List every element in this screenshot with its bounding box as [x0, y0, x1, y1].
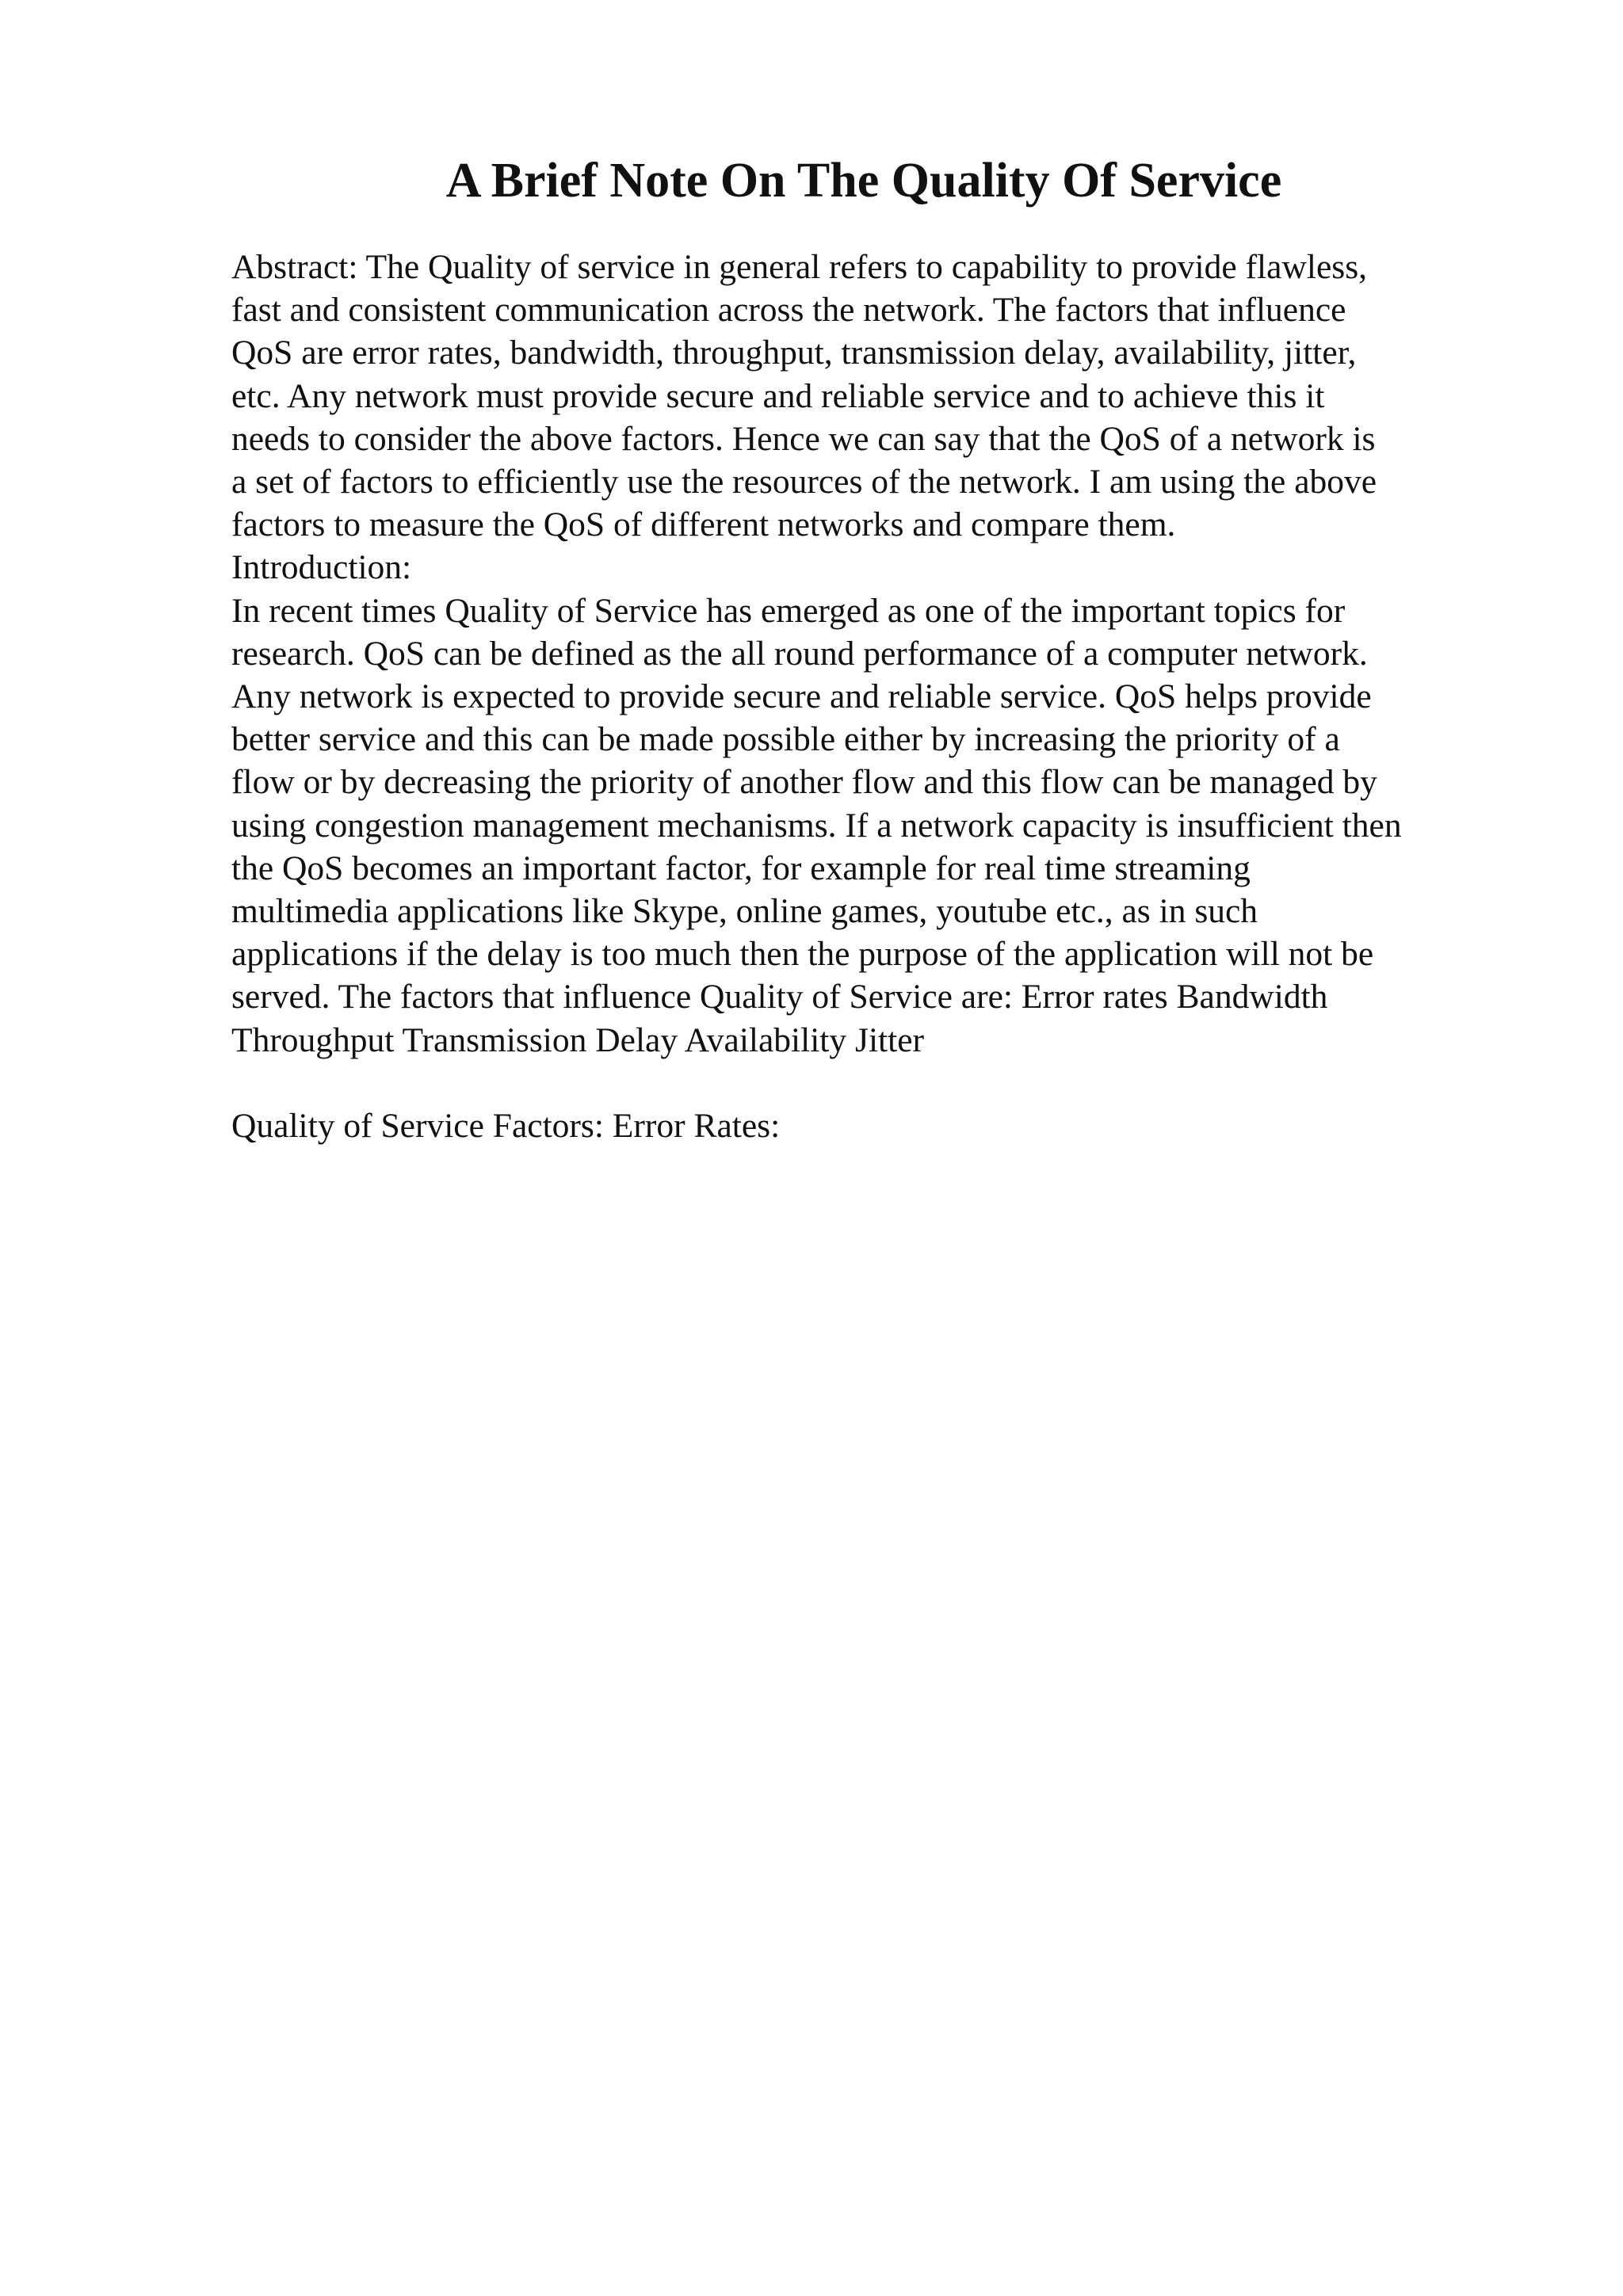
section-heading: Quality of Service Factors: Error Rates: — [231, 1107, 781, 1146]
introduction-line-11: Throughput Transmission Delay Availability Jitter — [231, 1020, 924, 1059]
abstract-line-1: Abstract: The Quality of service in general refers to capability to provide flawless, — [231, 248, 1367, 286]
introduction-line-9: applications if the delay is too much then the purpose of the application will not be — [231, 935, 1374, 974]
abstract-line-6: a set of factors to efficiently use the resources of the network. I am using the above — [231, 463, 1377, 502]
abstract-line-5: needs to consider the above factors. Hence we can say that the QoS of a network is — [231, 419, 1376, 458]
introduction-line-8: multimedia applications like Skype, online games, youtube etc., as in such — [231, 892, 1258, 931]
paragraph-gap — [231, 1062, 1499, 1104]
abstract-line-7: factors to measure the QoS of different networks and compare them. — [231, 505, 1176, 544]
abstract-line-4: etc. Any network must provide secure and reliable service and to achieve this it — [231, 376, 1325, 415]
introduction-line-1: In recent times Quality of Service has emerged as one of the important topics for — [231, 591, 1346, 630]
introduction-line-2: research. QoS can be defined as the all round performance of a computer network. — [231, 634, 1368, 673]
document-title: A Brief Note On The Quality Of Service — [445, 154, 1282, 208]
introduction-line-10: served. The factors that influence Quality of Service are: Error rates Bandwidth — [231, 978, 1328, 1016]
introduction-line-4: better service and this can be made possible either by increasing the priority of a — [231, 720, 1340, 759]
introduction-line-7: the QoS becomes an important factor, for example for real time streaming — [231, 849, 1251, 887]
introduction-heading: Introduction: — [231, 548, 412, 587]
introduction-line-3: Any network is expected to provide secure and reliable service. QoS helps provide — [231, 677, 1372, 716]
introduction-line-6: using congestion management mechanisms. If a network capacity is insufficient then — [231, 806, 1402, 845]
abstract-line-2: fast and consistent communication across the network. The factors that influence — [231, 291, 1346, 330]
abstract-line-3: QoS are error rates, bandwidth, throughput, transmission delay, availability, jitter, — [231, 334, 1357, 372]
introduction-line-5: flow or by decreasing the priority of another flow and this flow can be managed by — [231, 763, 1377, 802]
document-body — [231, 246, 1499, 1147]
